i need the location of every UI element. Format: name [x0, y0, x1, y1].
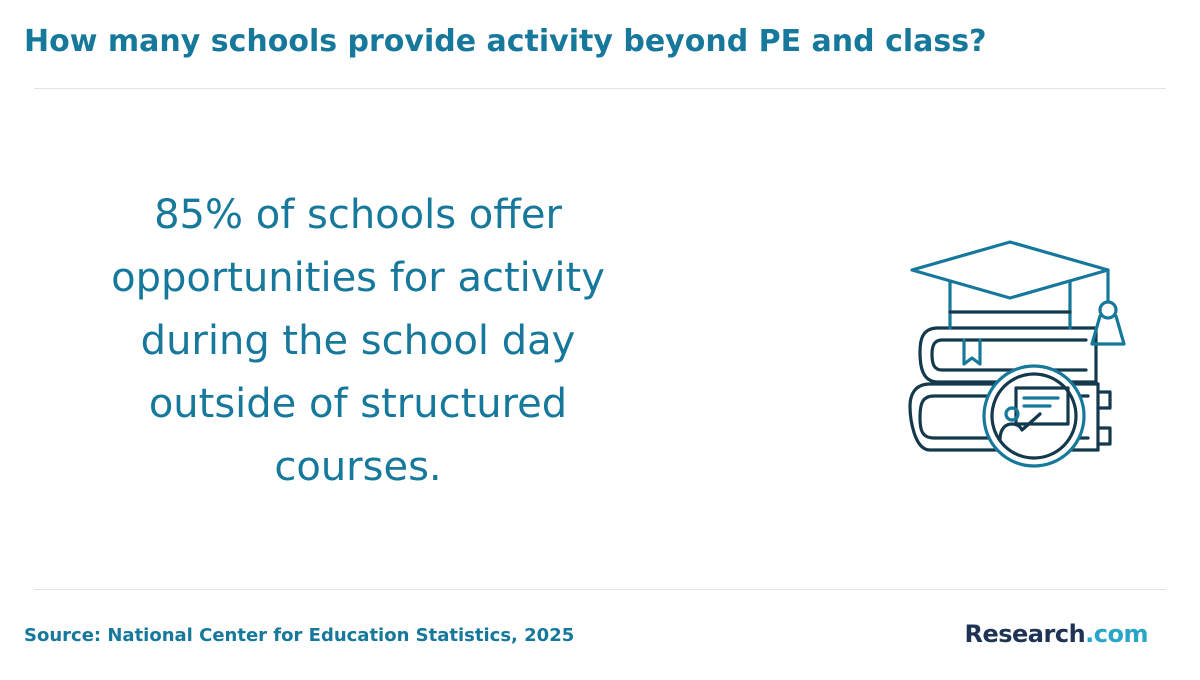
- graduation-cap-books-icon: [900, 232, 1132, 472]
- brand-name: Research: [964, 620, 1086, 648]
- stat-statement: 85% of schools offer opportunities for activity during the school day outside of structured courses.: [111, 192, 605, 490]
- top-divider: [34, 88, 1166, 89]
- brand-logo[interactable]: [964, 620, 1148, 648]
- brand-domain: .com: [1085, 620, 1148, 648]
- teacher-badge-icon: [984, 366, 1084, 466]
- page-title: How many schools provide activity beyond PE and class?: [24, 24, 987, 59]
- bottom-divider: [34, 589, 1166, 590]
- source-citation: Source: National Center for Education Statistics, 2025: [24, 625, 575, 646]
